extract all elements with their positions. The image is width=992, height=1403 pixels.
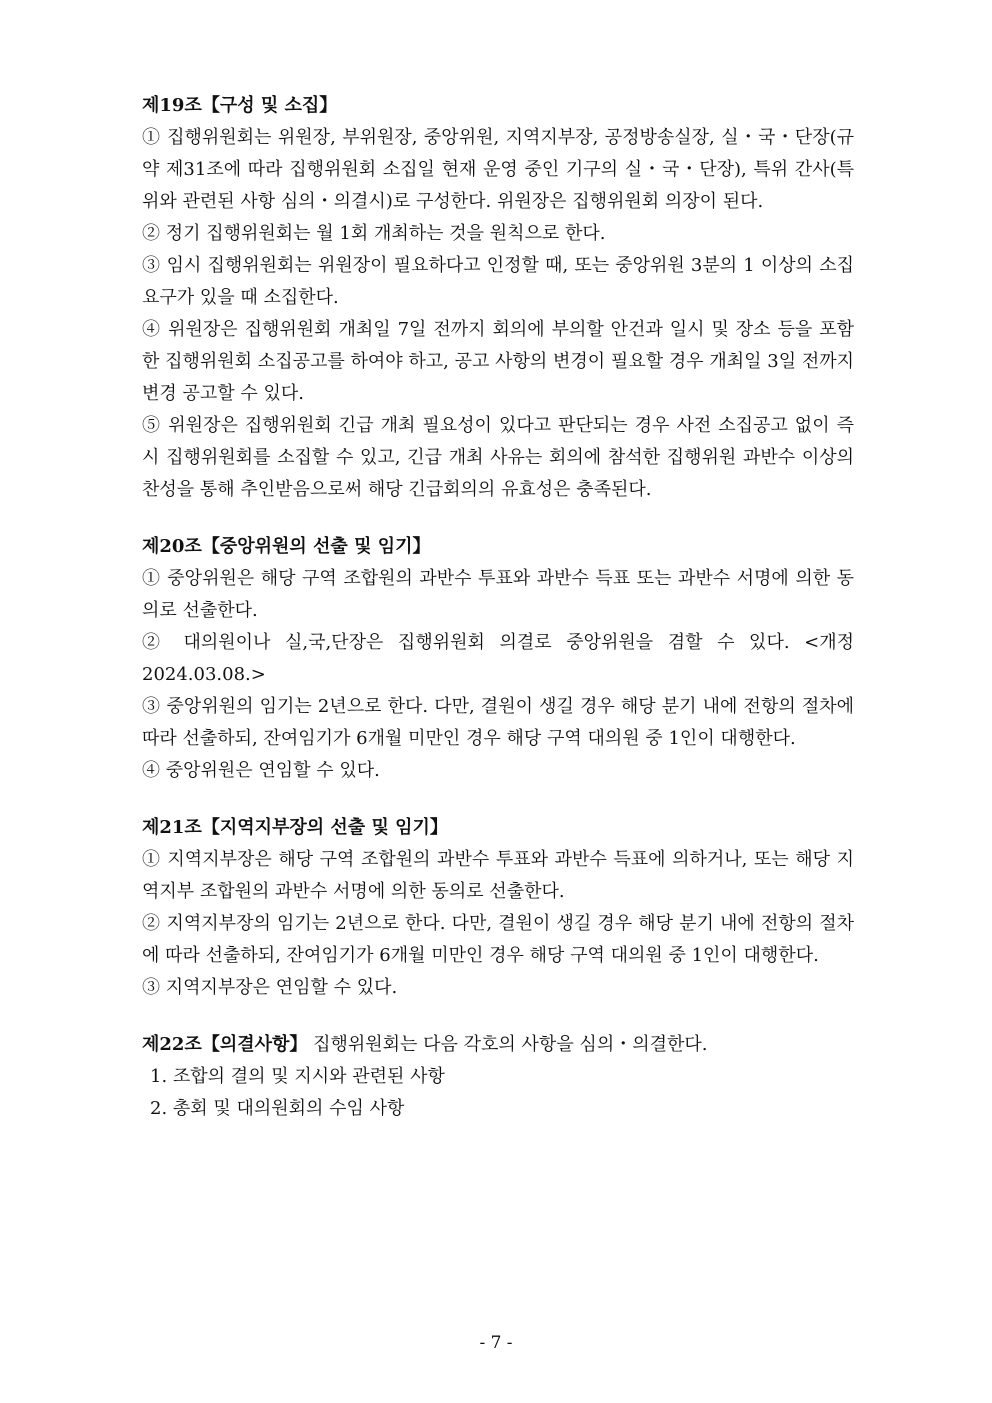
article-title: 제22조【의결사항】 xyxy=(142,1034,308,1055)
paragraph: ④ 위원장은 집행위원회 개최일 7일 전까지 회의에 부의할 안건과 일시 및 장소 등을 포함한 집행위원회 소집공고를 하여야 하고, 공고 사항의 변경이 필요할 경우 개최일 3일 전까지 변경 공고할 수 있다. xyxy=(142,319,854,404)
article-title: 제20조【중앙위원의 선출 및 임기】 xyxy=(142,536,431,557)
list-item: 2. 총회 및 대의원회의 수임 사항 xyxy=(150,1098,405,1119)
article-heading-text: 집행위원회는 다음 각호의 사항을 심의・의결한다. xyxy=(307,1034,708,1055)
paragraph: ③ 중앙위원의 임기는 2년으로 한다. 다만, 결원이 생길 경우 해당 분기 내에 전항의 절차에 따라 선출하되, 잔여임기가 6개월 미만인 경우 해당 구역 대의원 중 1인이 대행한다. xyxy=(142,696,854,749)
article-19 xyxy=(142,90,854,506)
document-content xyxy=(142,90,854,1150)
article-heading xyxy=(142,90,854,122)
paragraph: ③ 지역지부장은 연임할 수 있다. xyxy=(142,977,398,998)
paragraph: ① 지역지부장은 해당 구역 조합원의 과반수 투표와 과반수 득표에 의하거나, 또는 해당 지역지부 조합원의 과반수 서명에 의한 동의로 선출한다. xyxy=(142,849,854,902)
article-21 xyxy=(142,812,854,1004)
article-heading xyxy=(142,531,854,563)
paragraph: ③ 임시 집행위원회는 위원장이 필요하다고 인정할 때, 또는 중앙위원 3분의 1 이상의 소집 요구가 있을 때 소집한다. xyxy=(142,255,854,308)
article-heading xyxy=(142,1029,854,1061)
list-item: 1. 조합의 결의 및 지시와 관련된 사항 xyxy=(150,1066,445,1087)
article-20 xyxy=(142,531,854,787)
paragraph: ① 집행위원회는 위원장, 부위원장, 중앙위원, 지역지부장, 공정방송실장, 실・국・단장(규약 제31조에 따라 집행위원회 소집일 현재 운영 중인 기구의 실・국・단장), 특위 간사(특위와 관련된 사항 심의・의결시)로 구성한다. 위원장은 집행위원회 의장이 된다. xyxy=(142,127,854,212)
paragraph: ② 지역지부장의 임기는 2년으로 한다. 다만, 결원이 생길 경우 해당 분기 내에 전항의 절차에 따라 선출하되, 잔여임기가 6개월 미만인 경우 해당 구역 대의원 중 1인이 대행한다. xyxy=(142,913,854,966)
paragraph: ⑤ 위원장은 집행위원회 긴급 개최 필요성이 있다고 판단되는 경우 사전 소집공고 없이 즉시 집행위원회를 소집할 수 있고, 긴급 개최 사유는 회의에 참석한 집행위원 과반수 이상의 찬성을 통해 추인받음으로써 해당 긴급회의의 유효성은 충족된다. xyxy=(142,415,854,500)
paragraph: ① 중앙위원은 해당 구역 조합원의 과반수 투표와 과반수 득표 또는 과반수 서명에 의한 동의로 선출한다. xyxy=(142,568,854,621)
article-heading xyxy=(142,812,854,844)
page-number: - 7 - xyxy=(479,1333,513,1353)
article-title: 제21조【지역지부장의 선출 및 임기】 xyxy=(142,817,448,838)
article-title: 제19조【구성 및 소집】 xyxy=(142,95,338,116)
paragraph: ④ 중앙위원은 연임할 수 있다. xyxy=(142,760,380,781)
paragraph: ② 정기 집행위원회는 월 1회 개최하는 것을 원칙으로 한다. xyxy=(142,223,606,244)
paragraph: ② 대의원이나 실,국,단장은 집행위원회 의결로 중앙위원을 겸할 수 있다. <개정 2024.03.08.> xyxy=(142,632,854,685)
article-22 xyxy=(142,1029,854,1125)
